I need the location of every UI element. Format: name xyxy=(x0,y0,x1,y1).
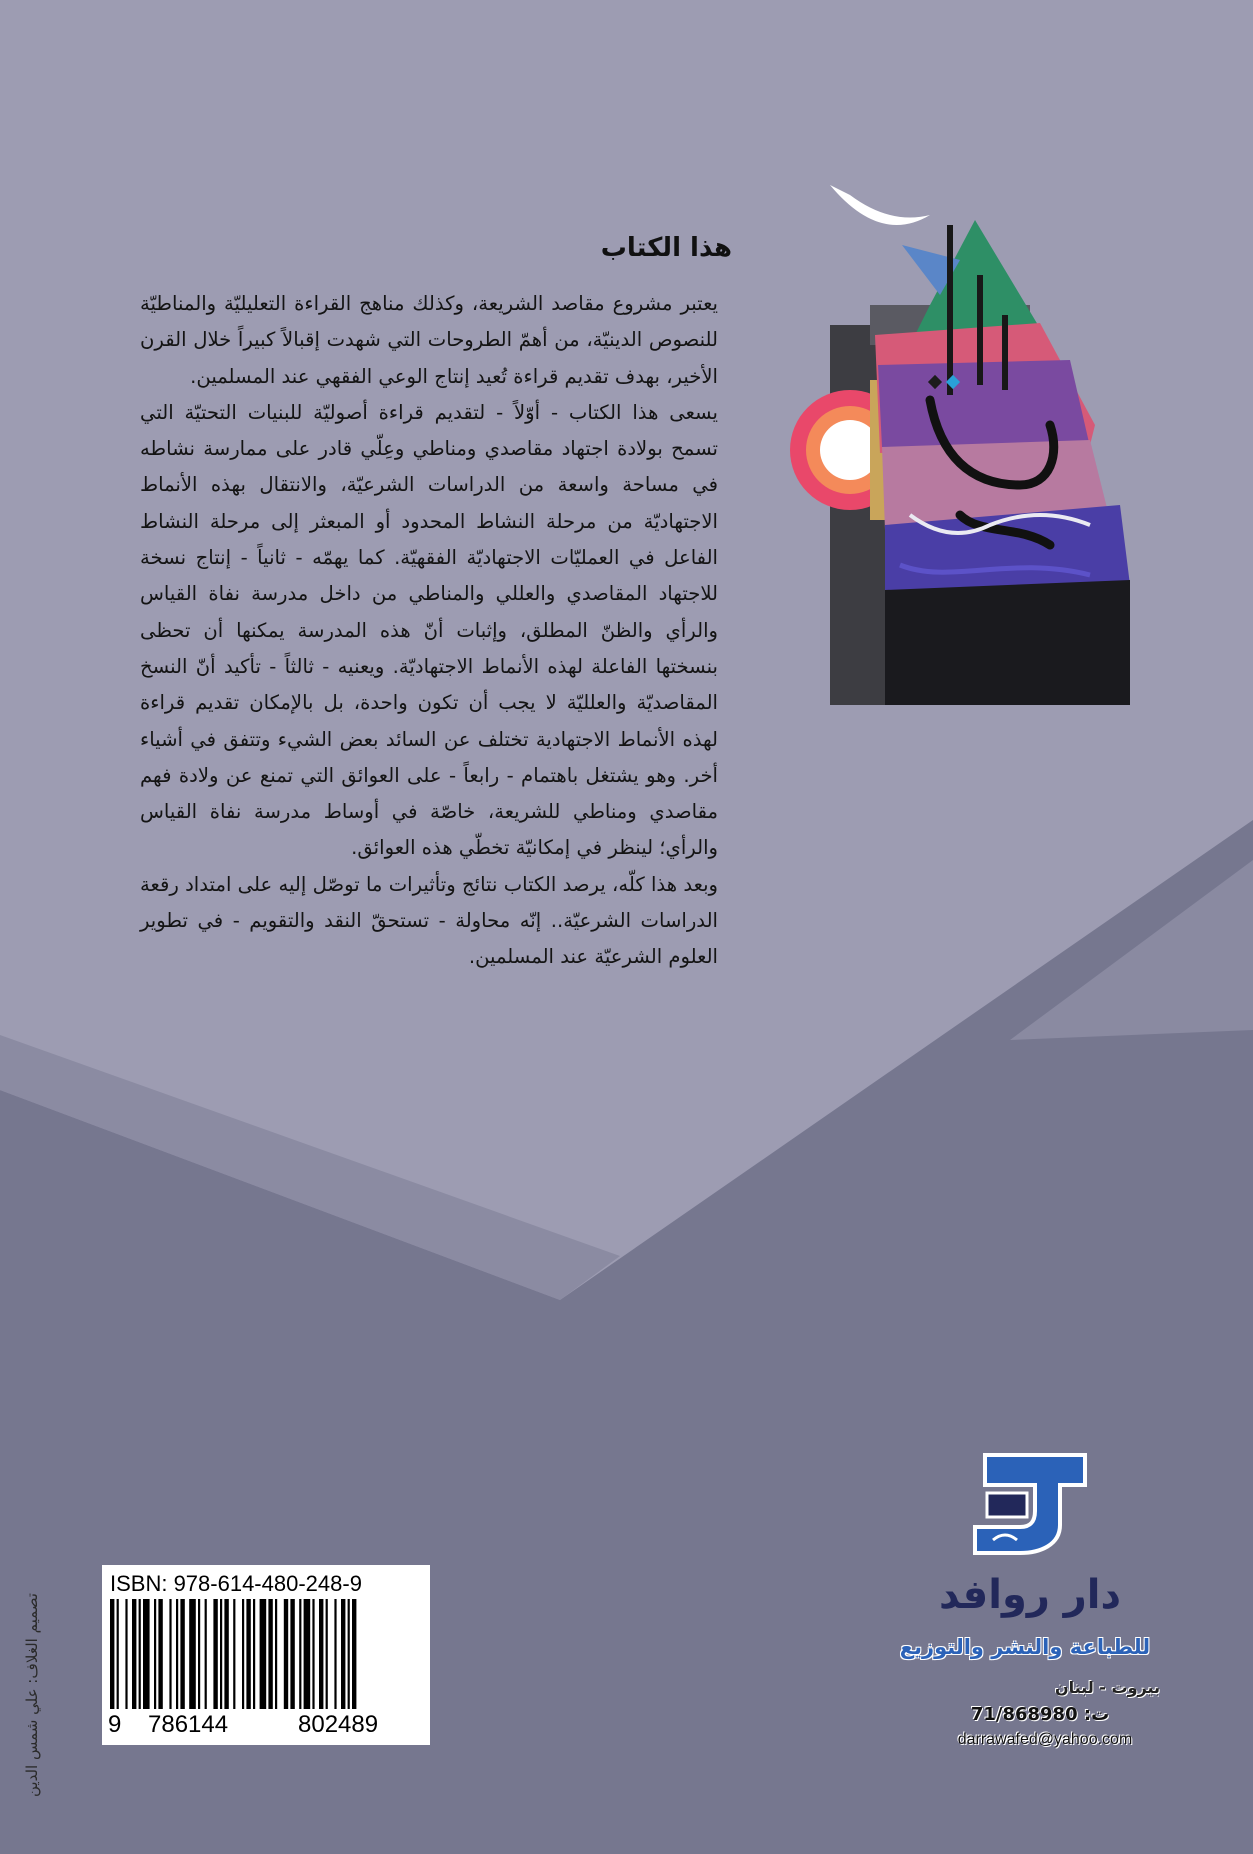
isbn-label: ISBN: 978-614-480-248-9 xyxy=(110,1571,362,1596)
barcode-digit-first: 9 xyxy=(108,1711,122,1738)
barcode-digits xyxy=(108,1711,424,1739)
publisher-phone: ت: 71/868980 xyxy=(970,1704,1110,1725)
book-description xyxy=(140,286,718,976)
publisher-name: دار روافد xyxy=(938,1572,1122,1618)
barcode-digit-group-right: 802489 xyxy=(298,1711,379,1738)
publisher-city: بيروت - لبنان xyxy=(1054,1678,1160,1697)
description-paragraph: يسعى هذا الكتاب - أوّلاً - لتقديم قراءة أصوليّة للبنيات التحتيّة التي تسمح بولادة اجتهاد مقاصدي ومناطي وعِلّي قادر على ممارسة نشاطه في مساحة واسعة من الدراسات الشرعيّة، والانتقال بهذه الأنماط الاجتهاديّة من مرحلة النشاط المحدود أو المبعثر إلى مرحلة النشاط الفاعل في العمليّات الاجتهاديّة الفقهيّة. كما يهمّه - ثانياً - إنتاج نسخة للاجتهاد المقاصدي والعللي والمناطي من داخل مدرسة نفاة القياس والرأي والظنّ المطلق، وإثبات أنّ هذه المدرسة يمكنها أن تحظى بنسختها الفاعلة لهذه الأنماط الاجتهاديّة. ويعنيه - ثالثاً - تأكيد أنّ النسخ المقاصديّة والعلليّة لا يجب أن تكون واحدة، بل بالإمكان تقديم قراءة لهذه الأنماط الاجتهادية تختلف عن السائد بعض الشيء وتتفق في أشياء أخر. وهو يشتغل باهتمام - رابعاً - على العوائق التي تمنع عن ولادة فهم مقاصدي ومناطي للشريعة، خاصّة في أوساط مدرسة نفاة القياس والرأي؛ لينظر في إمكانيّة تخطّي هذه العوائق. xyxy=(140,400,718,860)
rawafed-logo-icon xyxy=(965,1445,1093,1560)
isbn-barcode xyxy=(102,1565,430,1745)
barcode-bars-icon xyxy=(110,1599,422,1709)
description-paragraph: يعتبر مشروع مقاصد الشريعة، وكذلك مناهج القراءة التعليليّة والمناطيّة للنصوص الدينيّة، من أهمّ الطروحات التي شهدت إقبالاً كبيراً خلال القرن الأخير، بهدف تقديم قراءة تُعيد إنتاج الوعي الفقهي عند المسلمين. xyxy=(140,292,718,388)
publisher-email: darrawafed@yahoo.com xyxy=(957,1731,1133,1748)
barcode-digit-group-left: 786144 xyxy=(148,1711,229,1738)
section-heading: هذا الكتاب xyxy=(600,233,732,263)
publisher-tagline: للطباعة والنشر والتوزيع xyxy=(899,1635,1151,1659)
description-paragraph: وبعد هذا كلّه، يرصد الكتاب نتائج وتأثيرات ما توصّل إليه على امتداد رقعة الدراسات الشرعيّة.. إنّه محاولة - تستحقّ النقد والتقويم - في تطوير العلوم الشرعيّة عند المسلمين. xyxy=(140,872,718,969)
design-credit: تصميم الغلاف: علي شمس الدين xyxy=(23,1593,41,1797)
calligraphy-artwork-icon xyxy=(790,185,1130,705)
